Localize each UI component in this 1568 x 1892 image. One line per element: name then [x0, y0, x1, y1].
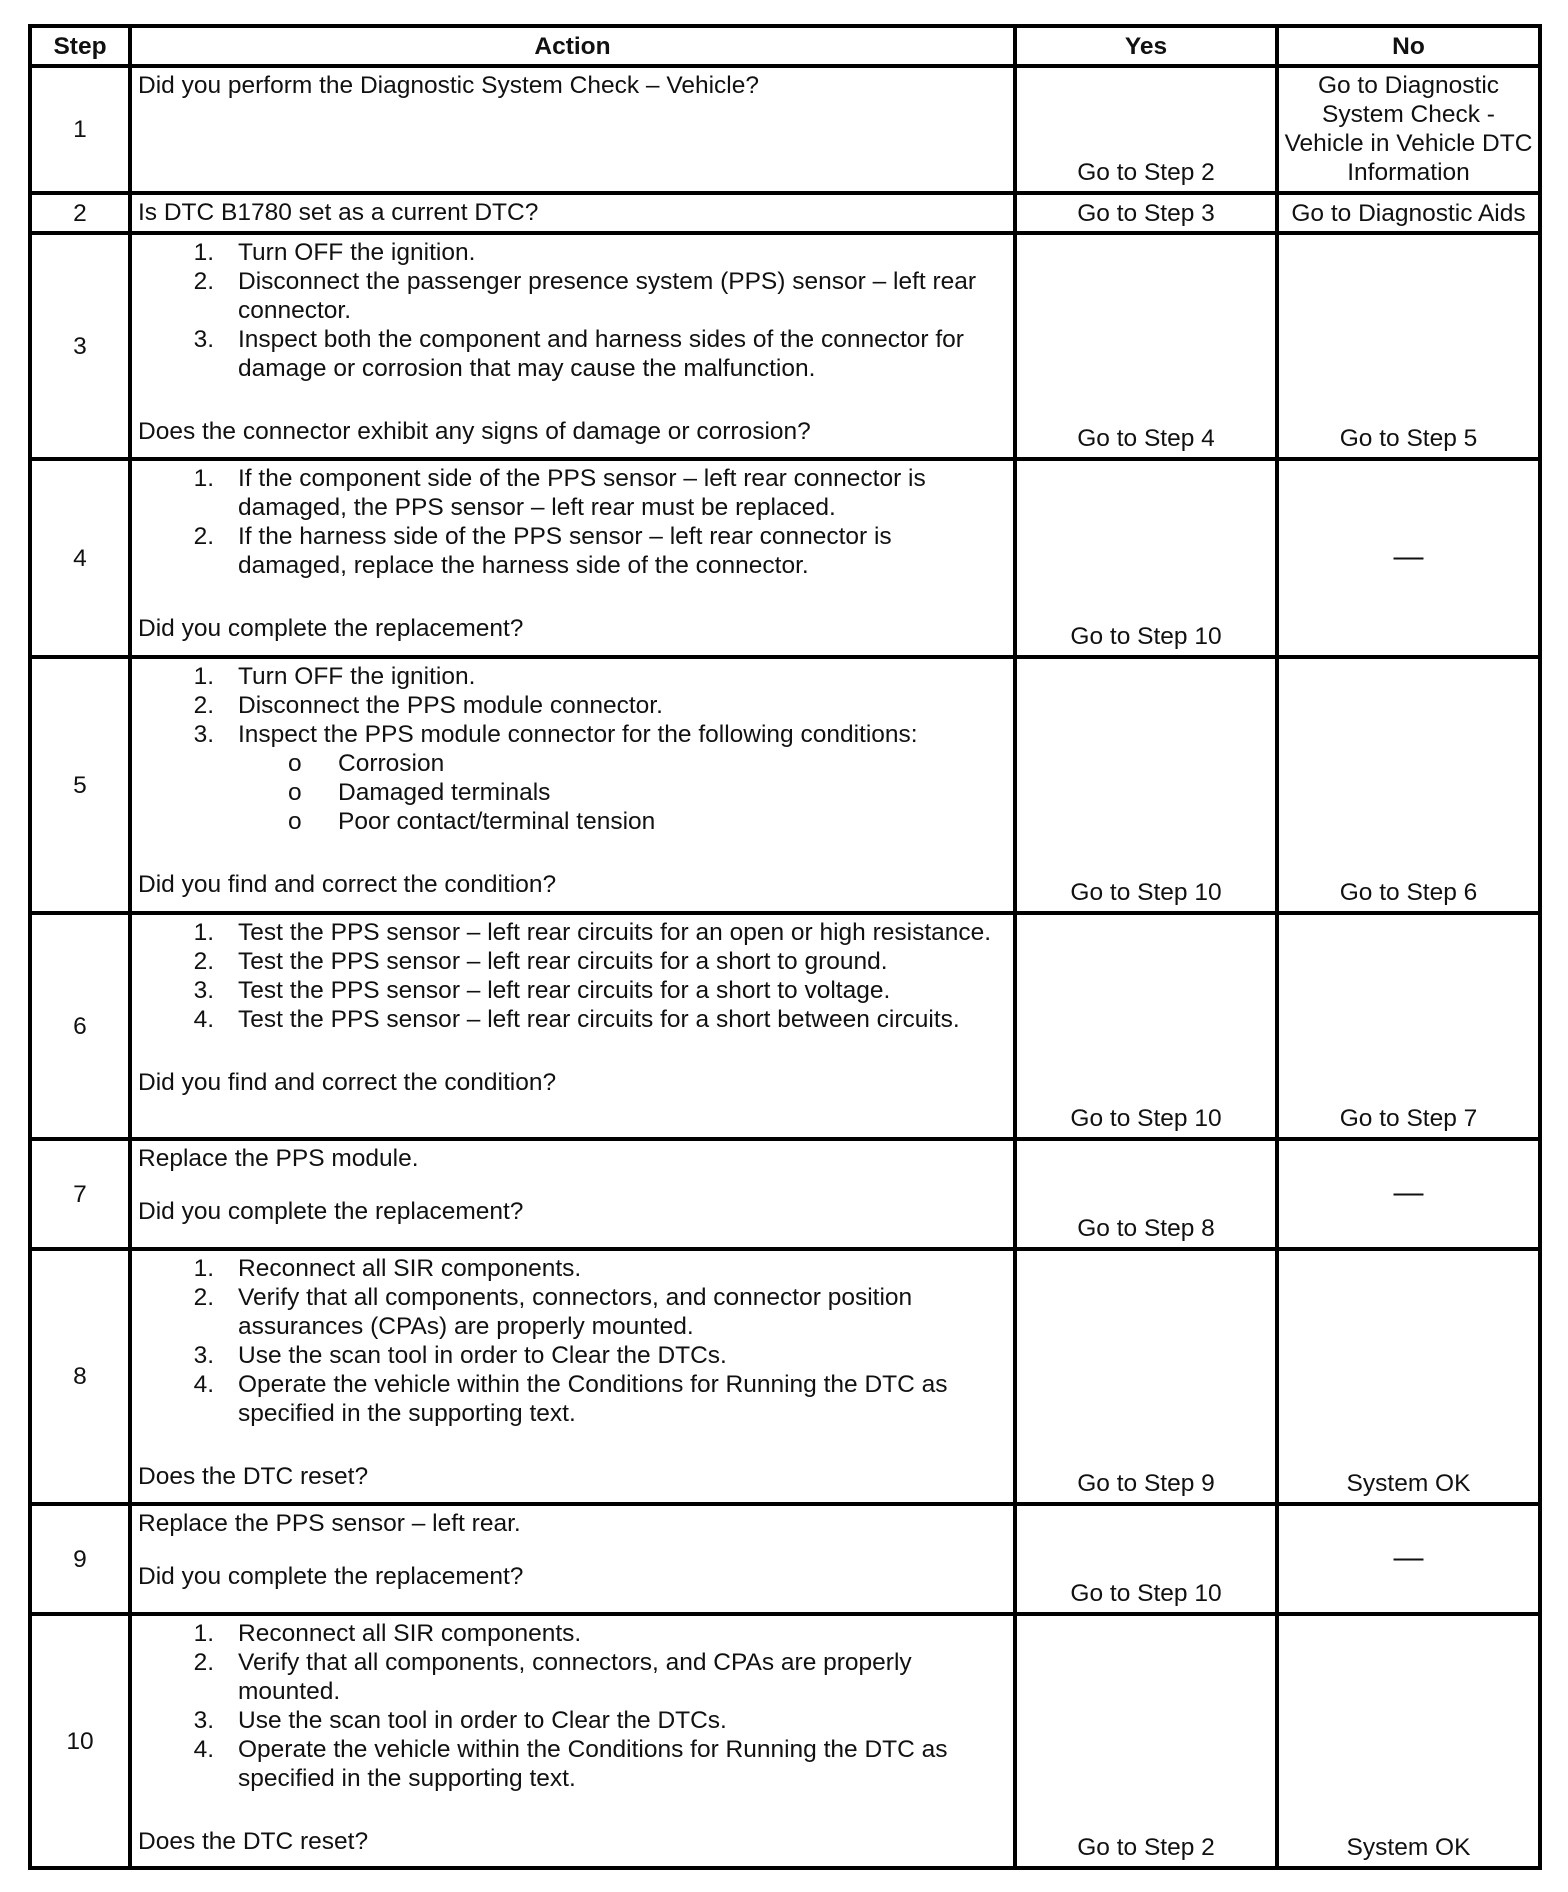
- list-item: 4. Operate the vehicle within the Conditions for Running the DTC as specified in the supporting text.: [193, 1736, 948, 1792]
- step-number: 10: [30, 1614, 130, 1868]
- header-action: Action: [130, 26, 1015, 66]
- table-row: [30, 193, 1540, 233]
- step-list: [138, 238, 1007, 383]
- table-row: [30, 913, 1540, 1139]
- step-list: [138, 1254, 1007, 1428]
- action-cell: [130, 193, 1015, 233]
- step-number: 4: [30, 459, 130, 657]
- action-question: Does the DTC reset?: [138, 1463, 369, 1490]
- yes-cell: Go to Step 3: [1015, 193, 1277, 233]
- table-row: [30, 1249, 1540, 1504]
- yes-cell: Go to Step 4: [1015, 233, 1277, 459]
- step-number: 2: [30, 193, 130, 233]
- list-item: 2. Verify that all components, connectors, and connector position assurances (CPAs) are properly mounted.: [193, 1284, 913, 1340]
- action-question: Does the DTC reset?: [138, 1828, 369, 1855]
- action-question: Does the connector exhibit any signs of damage or corrosion?: [138, 418, 811, 445]
- yes-cell: Go to Step 10: [1015, 459, 1277, 657]
- step-number: 7: [30, 1139, 130, 1249]
- step-number: 3: [30, 233, 130, 459]
- step-list: [138, 1619, 1007, 1793]
- step-list: [138, 464, 1007, 580]
- table-row: [30, 233, 1540, 459]
- action-text: Replace the PPS module.: [138, 1145, 419, 1172]
- no-cell: Go to Step 7: [1277, 913, 1540, 1139]
- list-item: 1. Turn OFF the ignition.: [193, 239, 476, 266]
- diagnostic-table: [28, 24, 1542, 1870]
- action-question: Did you find and correct the condition?: [138, 871, 557, 898]
- yes-cell: Go to Step 9: [1015, 1249, 1277, 1504]
- action-cell: [130, 657, 1015, 913]
- action-cell: [130, 1249, 1015, 1504]
- list-item: o Corrosion: [288, 750, 445, 777]
- list-item: 3. Inspect both the component and harness sides of the connector for damage or corrosion that may cause the malfunction.: [193, 326, 964, 382]
- action-question: Did you complete the replacement?: [138, 615, 524, 642]
- action-question: Did you complete the replacement?: [138, 1563, 524, 1590]
- list-item: 4. Operate the vehicle within the Conditions for Running the DTC as specified in the supporting text.: [193, 1371, 948, 1427]
- list-item: 4. Test the PPS sensor – left rear circuits for a short between circuits.: [193, 1006, 960, 1033]
- no-cell: —: [1277, 459, 1540, 657]
- list-item: 1. If the component side of the PPS sensor – left rear connector is damaged, the PPS sensor – left rear must be replaced.: [193, 465, 926, 521]
- yes-cell: Go to Step 2: [1015, 66, 1277, 193]
- action-text: Is DTC B1780 set as a current DTC?: [138, 199, 539, 226]
- list-item: 1. Test the PPS sensor – left rear circuits for an open or high resistance.: [193, 919, 992, 946]
- table-row: [30, 1504, 1540, 1614]
- yes-cell: Go to Step 2: [1015, 1614, 1277, 1868]
- header-yes: Yes: [1015, 26, 1277, 66]
- list-item: 3. Use the scan tool in order to Clear the DTCs.: [193, 1342, 727, 1369]
- no-cell: Go to Diagnostic System Check - Vehicle in Vehicle DTC Information: [1277, 66, 1540, 193]
- yes-cell: Go to Step 10: [1015, 913, 1277, 1139]
- list-item: 1. Reconnect all SIR components.: [193, 1620, 582, 1647]
- list-item: o Poor contact/terminal tension: [288, 808, 656, 835]
- step-number: 6: [30, 913, 130, 1139]
- no-cell: —: [1277, 1139, 1540, 1249]
- list-item: 3. Use the scan tool in order to Clear the DTCs.: [193, 1707, 727, 1734]
- step-number: 9: [30, 1504, 130, 1614]
- step-list: [138, 662, 1007, 749]
- no-cell: Go to Step 6: [1277, 657, 1540, 913]
- yes-cell: Go to Step 10: [1015, 1504, 1277, 1614]
- step-list: [138, 918, 1007, 1034]
- action-question: Did you find and correct the condition?: [138, 1069, 557, 1096]
- condition-list: [138, 749, 1007, 836]
- action-text: Replace the PPS sensor – left rear.: [138, 1510, 521, 1537]
- step-number: 8: [30, 1249, 130, 1504]
- table-row: [30, 66, 1540, 193]
- list-item: 2. Test the PPS sensor – left rear circuits for a short to ground.: [193, 948, 888, 975]
- header-row: [30, 26, 1540, 66]
- no-cell: System OK: [1277, 1614, 1540, 1868]
- list-item: 3. Inspect the PPS module connector for the following conditions:: [193, 721, 918, 748]
- action-text: Did you perform the Diagnostic System Check – Vehicle?: [138, 72, 759, 99]
- list-item: 2. Disconnect the passenger presence system (PPS) sensor – left rear connector.: [193, 268, 977, 324]
- action-cell: [130, 1614, 1015, 1868]
- action-cell: [130, 1504, 1015, 1614]
- list-item: 3. Test the PPS sensor – left rear circuits for a short to voltage.: [193, 977, 891, 1004]
- no-cell: —: [1277, 1504, 1540, 1614]
- action-cell: [130, 233, 1015, 459]
- table-row: [30, 1614, 1540, 1868]
- header-no: No: [1277, 26, 1540, 66]
- header-step: Step: [30, 26, 130, 66]
- action-question: Did you complete the replacement?: [138, 1198, 524, 1225]
- table-row: [30, 459, 1540, 657]
- list-item: 1. Turn OFF the ignition.: [193, 663, 476, 690]
- step-number: 1: [30, 66, 130, 193]
- yes-cell: Go to Step 8: [1015, 1139, 1277, 1249]
- action-cell: [130, 1139, 1015, 1249]
- action-cell: [130, 459, 1015, 657]
- list-item: 2. Disconnect the PPS module connector.: [193, 692, 663, 719]
- list-item: 1. Reconnect all SIR components.: [193, 1255, 582, 1282]
- no-cell: Go to Diagnostic Aids: [1277, 193, 1540, 233]
- no-cell: System OK: [1277, 1249, 1540, 1504]
- action-cell: [130, 66, 1015, 193]
- no-cell: Go to Step 5: [1277, 233, 1540, 459]
- list-item: o Damaged terminals: [288, 779, 551, 806]
- list-item: 2. If the harness side of the PPS sensor – left rear connector is damaged, replace the harness side of the connector.: [193, 523, 892, 579]
- table-row: [30, 1139, 1540, 1249]
- yes-cell: Go to Step 10: [1015, 657, 1277, 913]
- table-row: [30, 657, 1540, 913]
- action-cell: [130, 913, 1015, 1139]
- list-item: 2. Verify that all components, connectors, and CPAs are properly mounted.: [193, 1649, 912, 1705]
- step-number: 5: [30, 657, 130, 913]
